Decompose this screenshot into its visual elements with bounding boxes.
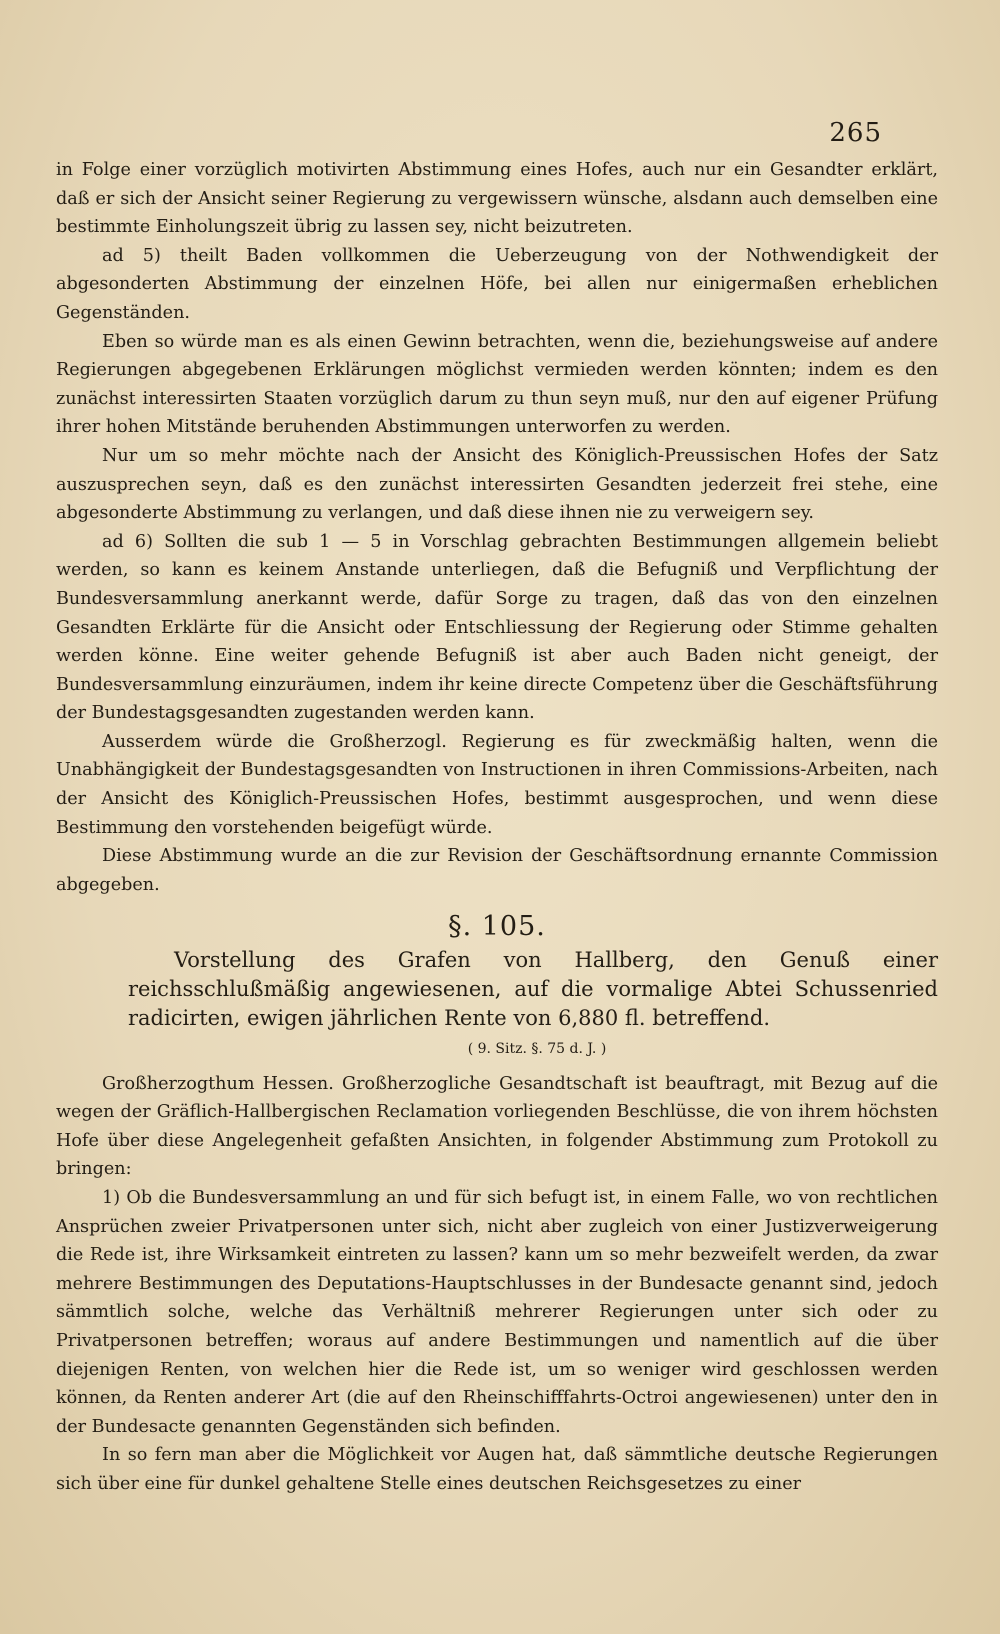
page-number: 265 xyxy=(829,118,882,148)
paragraph: 1) Ob die Bundesversammlung an und für sich befugt ist, in einem Falle, wo von rechtlichen Ansprüchen zweier Privatpersonen unter sich, nicht aber zugleich von einer Justizverweigerung die Rede ist, ihre Wirksamkeit eintreten zu lassen? kann um so mehr bezweifelt werden, da zwar mehrere Bestimmungen des Deputations-Hauptschlusses in der Bundesacte genannt sind, jedoch sämmtlich solche, welche das Verhältniß mehrerer Regierungen unter sich oder zu Privatpersonen betreffen; woraus auf andere Bestimmungen und namentlich auf die über diejenigen Renten, von welchen hier die Rede ist, um so weniger wird geschlossen werden können, da Renten anderer Art (die auf den Rheinschifffahrts-Octroi angewiesenen) unter den in der Bundesacte genannten Gegenständen sich befinden. xyxy=(56,1188,938,1437)
paragraph: Eben so würde man es als einen Gewinn betrachten, wenn die, beziehungsweise auf andere Regierungen abgegebenen Erklärungen möglichst vermieden werden könnten; indem es den zunächst interessirten Staaten vorzüglich darum zu thun seyn muß, nur den auf eigener Prüfung ihrer hohen Mitstände beruhenden Abstimmungen unterworfen zu werden. xyxy=(56,331,938,438)
paragraph: Nur um so mehr möchte nach der Ansicht des Königlich-Preussischen Hofes der Satz auszusprechen seyn, daß es den zunächst interessirten Gesandten jederzeit frei stehe, eine abgesonderte Abstimmung zu verlangen, und daß diese ihnen nie zu verweigern sey. xyxy=(56,445,938,524)
section-reference: ( 9. Sitz. §. 75 d. J. ) xyxy=(467,1041,607,1058)
paragraph: in Folge einer vorzüglich motivirten Abstimmung eines Hofes, auch nur ein Gesandter erklärt, daß er sich der Ansicht seiner Regierung zu vergewissern wünsche, alsdann auch demselben eine bestimmte Einholungszeit übrig zu lassen sey, nicht beizutreten. xyxy=(56,160,938,238)
paragraph: In so fern man aber die Möglichkeit vor Augen hat, daß sämmtliche deutsche Regierungen sich über eine für dunkel gehaltene Stelle eines deutschen Reichsgesetzes zu einer xyxy=(56,1445,938,1494)
paragraph: Ausserdem würde die Großherzogl. Regierung es für zweckmäßig halten, wenn die Unabhängigkeit der Bundestagsgesandten von Instructionen in ihren Commissions-Arbeiten, nach der Ansicht des Königlich-Preussischen Hofes, bestimmt ausgesprochen, und wenn diese Bestimmung den vorstehenden beigefügt würde. xyxy=(56,731,938,838)
paragraph: ad 5) theilt Baden vollkommen die Ueberzeugung von der Nothwendigkeit der abgesonderten Abstimmung der einzelnen Höfe, bei allen nur einigermaßen erheblichen Gegenständen. xyxy=(56,245,938,323)
section-mark: §. 105. xyxy=(448,911,546,943)
paragraph: Großherzogthum Hessen. Großherzogliche Gesandtschaft ist beauftragt, mit Bezug auf die wegen der Gräflich-Hallbergischen Reclamation vorliegenden Beschlüsse, die von ihrem höchsten Hofe über diese Angelegenheit gefaßten Ansichten, in folgender Abstimmung zum Protokoll zu bringen: xyxy=(56,1073,938,1180)
bottom-paragraphs xyxy=(56,1070,938,1499)
paragraph: Diese Abstimmung wurde an die zur Revision der Geschäftsordnung ernannte Commission abgegeben. xyxy=(56,846,938,895)
section-title: Vorstellung des Grafen von Hallberg, den Genuß einer reichsschlußmäßig angewiesenen, auf die vormalige Abtei Schussenried radicirten, ewigen jährlichen Rente von 6,880 fl. betreffend. xyxy=(128,948,938,1031)
paragraph: ad 6) Sollten die sub 1 — 5 in Vorschlag gebrachten Bestimmungen allgemein beliebt werden, so kann es keinem Anstande unterliegen, daß die Befugniß und Verpflichtung der Bundesversammlung anerkannt werde, dafür Sorge zu tragen, daß das von den einzelnen Gesandten Erklärte für die Ansicht oder Entschliessung der Regierung oder Stimme gehalten werden könne. Eine weiter gehende Befugniß ist aber auch Baden nicht geneigt, der Bundesversammlung einzuräumen, indem ihr keine directe Competenz über die Geschäftsführung der Bundestagsgesandten zugestanden werden kann. xyxy=(56,531,938,724)
top-paragraphs xyxy=(56,156,938,899)
body-text xyxy=(56,156,938,1499)
